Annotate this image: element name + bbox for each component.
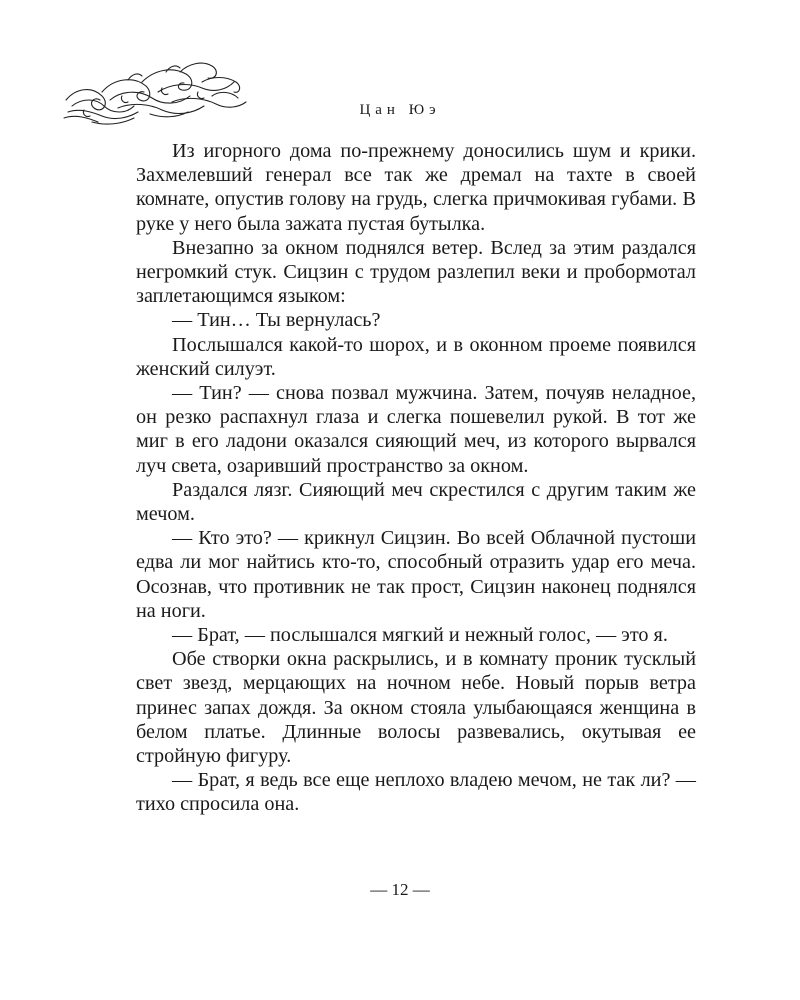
- body-text: [136, 139, 696, 817]
- paragraph: — Кто это? — крикнул Сицзин. Во всей Облачной пустоши едва ли мог найтись кто-то, способный отразить удар его меча. Осознав, что противник не так прост, Сицзин наконец поднялся на ноги.: [136, 527, 696, 622]
- paragraph: Из игорного дома по-прежнему доносились шум и крики. Захмелевший генерал все так же дремал на тахте в своей комнате, опустив голову на грудь, слегка причмокивая губами. В руке у него была зажата пустая бутылка.: [136, 140, 696, 235]
- paragraph: Послышался какой-то шорох, и в оконном проеме появился женский силуэт.: [136, 333, 696, 380]
- paragraph: Обе створки окна раскрылись, и в комнату проник тусклый свет звезд, мерцающих на ночном небе. Новый порыв ветра принес запах дождя. За окном стояла улыбающаяся женщина в белом платье. Длинные волосы развевались, окутывая ее стройную фигуру.: [136, 648, 696, 768]
- running-head-author: Цан Юэ: [359, 102, 441, 118]
- paragraph: — Тин? — снова позвал мужчина. Затем, почуяв неладное, он резко распахнул глаза и слегка пошевелил рукой. В тот же миг в его ладони оказался сияющий меч, из которого вырвался луч света, озаривший пространство за окном.: [136, 382, 696, 477]
- paragraph: Внезапно за окном поднялся ветер. Вслед за этим раздался негромкий стук. Сицзин с трудом разлепил веки и пробормотал заплетающимся языком:: [136, 236, 696, 308]
- paragraph: — Брат, — послышался мягкий и нежный голос, — это я.: [172, 624, 668, 647]
- paragraph: — Тин… Ты вернулась?: [172, 309, 381, 332]
- swirl-cloud-ornament-icon: [62, 52, 250, 132]
- page-number: — 12 —: [370, 880, 430, 899]
- paragraph: — Брат, я ведь все еще неплохо владею мечом, не так ли? — тихо спросила она.: [136, 769, 696, 816]
- paragraph: Раздался лязг. Сияющий меч скрестился с другим таким же мечом.: [136, 478, 696, 526]
